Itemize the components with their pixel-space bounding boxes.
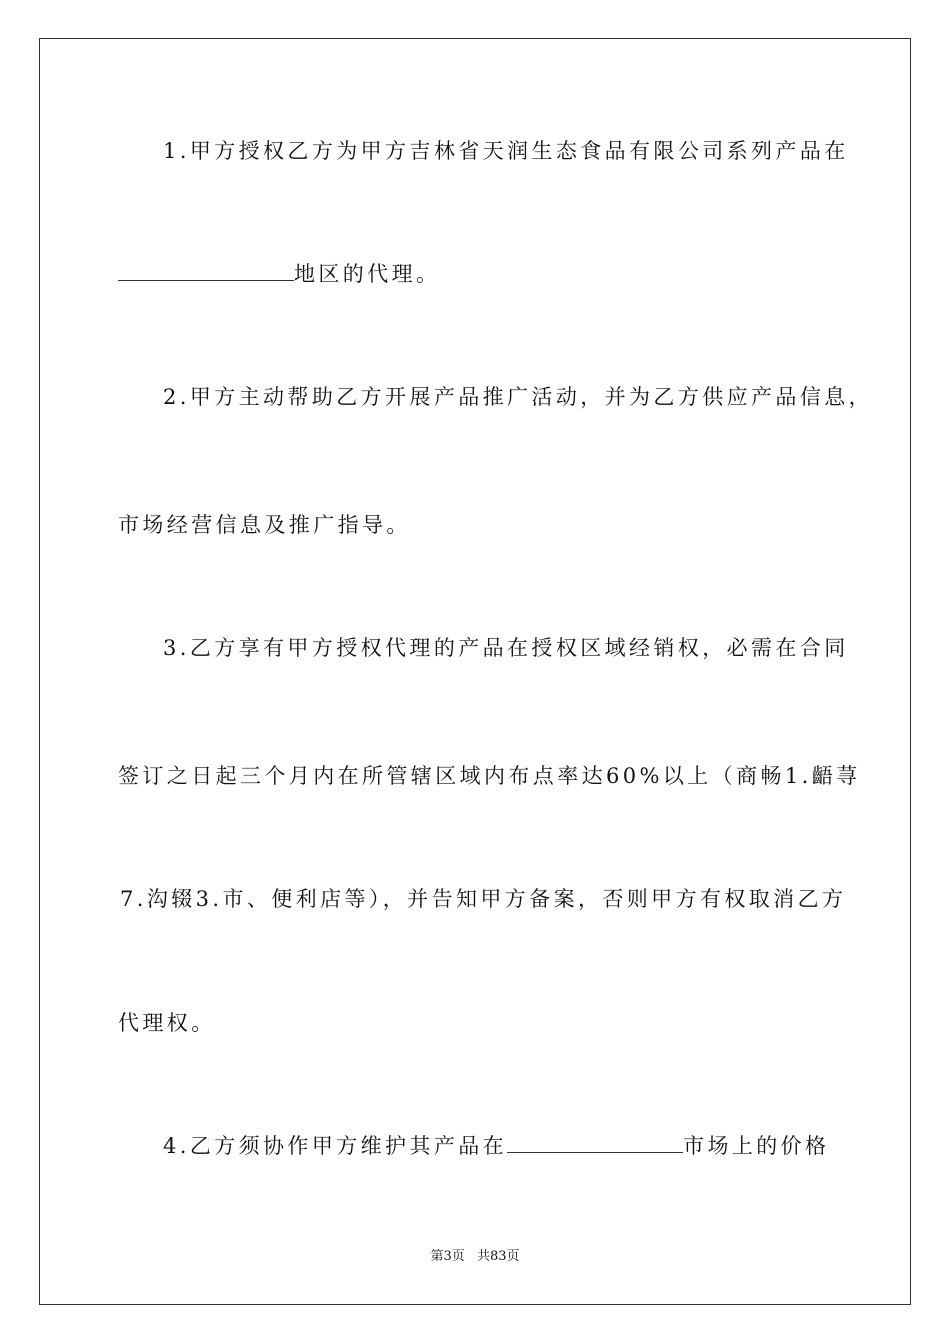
paragraph-3-line-4: 代理权。	[118, 1011, 216, 1035]
page-number: 第3页	[430, 1249, 465, 1264]
paragraph-4-prefix: 4.乙方须协作甲方维护其产品在	[163, 1134, 508, 1158]
paragraph-3-line-1: 3.乙方享有甲方授权代理的产品在授权区域经销权，必需在合同	[163, 636, 849, 660]
total-pages: 共83页	[476, 1249, 520, 1264]
paragraph-1-line-2-text: 地区的代理。	[294, 262, 441, 286]
paragraph-3-line-3: 7.沟辍3.市、便利店等），并告知甲方备案，否则甲方有权取消乙方	[120, 887, 847, 911]
page-border	[39, 38, 911, 1305]
paragraph-4-suffix: 市场上的价格	[683, 1134, 830, 1158]
fill-in-blank-region	[118, 260, 294, 281]
fill-in-blank-market	[507, 1132, 683, 1153]
page-footer	[0, 1247, 950, 1267]
paragraph-3-line-2: 签订之日起三个月内在所管辖区域内布点率达60%以上（商畅1.齬荨	[118, 764, 861, 788]
paragraph-2-line-2: 市场经营信息及推广指导。	[118, 513, 411, 537]
paragraph-1-line-1: 1.甲方授权乙方为甲方吉林省天润生态食品有限公司系列产品在	[163, 139, 849, 163]
paragraph-2-line-1: 2.甲方主动帮助乙方开展产品推广活动，并为乙方供应产品信息，	[163, 385, 874, 409]
paragraph-4-line-1	[163, 1131, 829, 1161]
paragraph-1-line-2	[118, 259, 440, 289]
